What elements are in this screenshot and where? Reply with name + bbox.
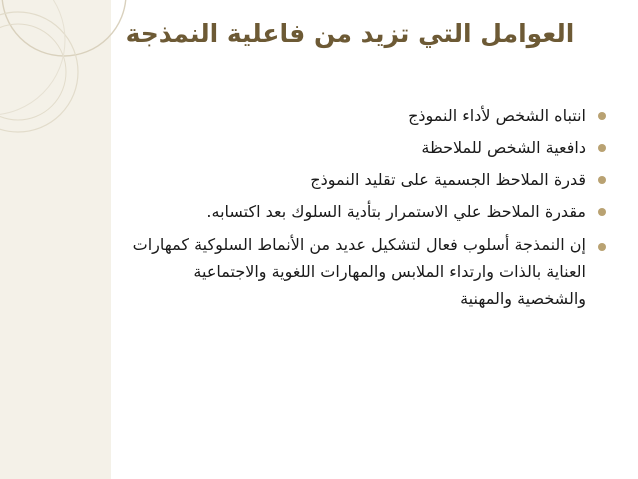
bullet-list xyxy=(130,100,608,312)
bullet-text: قدرة الملاحظ الجسمية على تقليد النموذج xyxy=(310,170,586,189)
decorative-circles xyxy=(0,0,130,200)
bullet-dot xyxy=(598,176,606,184)
bullet-dot xyxy=(598,112,606,120)
bullet-text: مقدرة الملاحظ علي الاستمرار بتأدية السلوك بعد اكتسابه. xyxy=(206,202,586,221)
bullet-dot xyxy=(598,144,606,152)
bullet-item xyxy=(130,164,608,196)
bullet-text: إن النمذجة أسلوب فعال لتشكيل عديد من الأنماط السلوكية كمهارات العناية بالذات وارتداء الملابس والمهارات اللغوية والاجتماعية والشخصية والمهنية xyxy=(132,235,586,308)
bullet-dot xyxy=(598,243,606,251)
bullet-item xyxy=(130,132,608,164)
bullet-item xyxy=(130,100,608,132)
bullet-dot xyxy=(598,208,606,216)
bullet-text: انتباه الشخص لأداء النموذج xyxy=(408,106,586,125)
bullet-item xyxy=(130,231,608,312)
bullet-item xyxy=(130,196,608,228)
slide-title: العوامل التي تزيد من فاعلية النمذجة xyxy=(125,19,575,48)
bullet-text: دافعية الشخص للملاحظة xyxy=(421,138,586,157)
